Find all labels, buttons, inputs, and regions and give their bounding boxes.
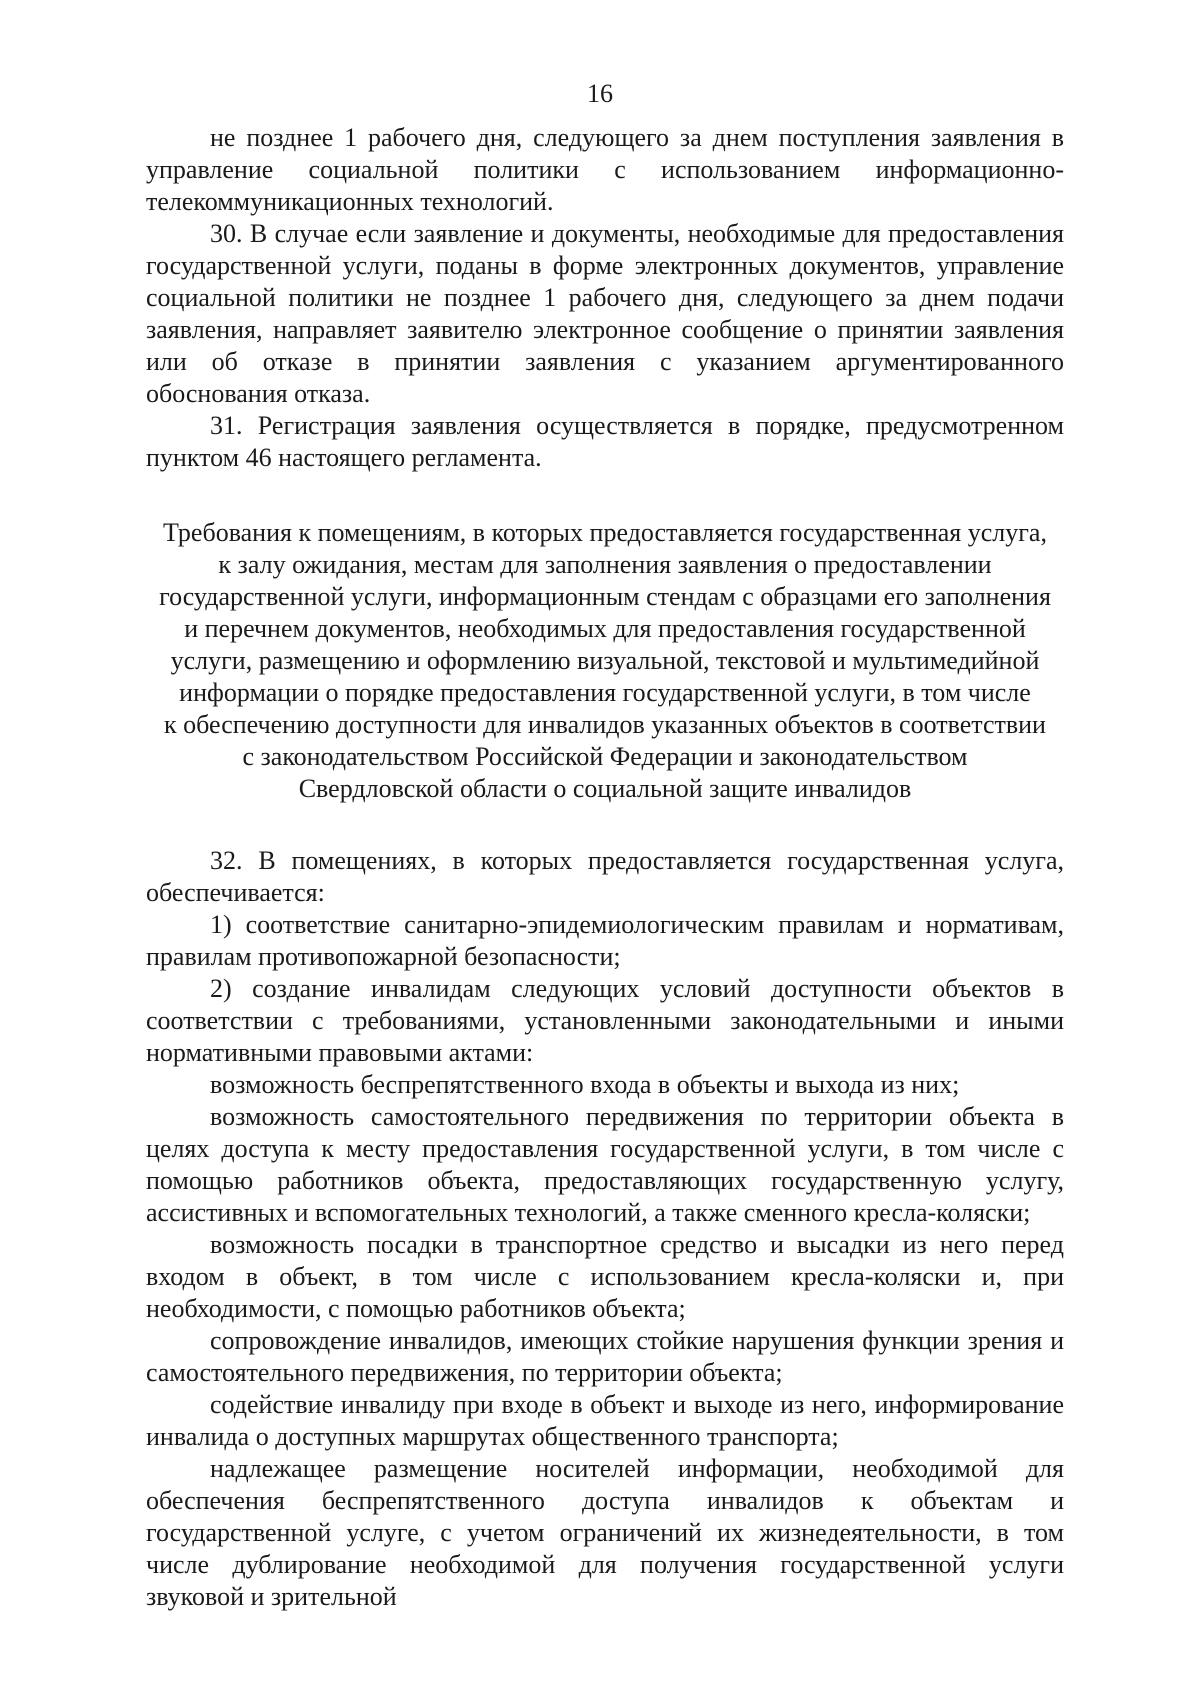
heading-line: с законодательством Российской Федерации и законодательством — [242, 742, 968, 771]
heading-line: Требования к помещениям, в которых предоставляется государственная услуга, — [163, 518, 1047, 547]
condition-movement: возможность самостоятельного передвижения по территории объекта в целях доступа к месту предоставления государственной услуги, в том числе с помощью работников объекта, предоставляющих государственную услугу, ассистивных и вспомогательных технологий, а также сменного кресла-коляски; — [146, 1102, 1064, 1227]
section-2-text — [146, 845, 1064, 1613]
list-item-1: 1) соответствие санитарно-эпидемиологическим правилам и нормативам, правилам противопожарной безопасности; — [146, 910, 1064, 971]
heading-line: к обеспечению доступности для инвалидов указанных объектов в соответствии — [164, 710, 1046, 739]
section-1-text — [146, 122, 1064, 474]
heading-line: услуги, размещению и оформлению визуальной, текстовой и мультимедийной — [170, 646, 1040, 675]
heading-line: Свердловской области о социальной защите инвалидов — [298, 774, 912, 803]
condition-escort: сопровождение инвалидов, имеющих стойкие нарушения функции зрения и самостоятельного передвижения, по территории объекта; — [146, 1326, 1064, 1387]
heading-line: к залу ожидания, местам для заполнения заявления о предоставлении — [218, 550, 992, 579]
heading-line: государственной услуги, информационным стендам с образцами его заполнения — [159, 582, 1051, 611]
paragraph-continuation: не позднее 1 рабочего дня, следующего за днем поступления заявления в управление социальной политики с использованием информационно-телекоммуникационных технологий. — [146, 123, 1064, 216]
condition-entry: возможность беспрепятственного входа в объекты и выхода из них; — [210, 1070, 960, 1099]
condition-assistance: содействие инвалиду при входе в объект и выходе из него, информирование инвалида о доступных маршрутах общественного транспорта; — [146, 1390, 1064, 1451]
page-number: 16 — [587, 79, 613, 108]
section-heading — [146, 517, 1064, 805]
condition-transport: возможность посадки в транспортное средство и высадки из него перед входом в объект, в том числе с использованием кресла-коляски и, при необходимости, с помощью работников объекта; — [146, 1230, 1064, 1323]
condition-information: надлежащее размещение носителей информации, необходимой для обеспечения беспрепятственного доступа инвалидов к объектам и государственной услуге, с учетом ограничений их жизнедеятельности, в том числе дублирование необходимой для получения государственной услуги звуковой и зрительной — [146, 1454, 1064, 1611]
heading-line: информации о порядке предоставления государственной услуги, в том числе — [179, 678, 1031, 707]
paragraph-31: 31. Регистрация заявления осуществляется в порядке, предусмотренном пунктом 46 настоящего регламента. — [146, 411, 1064, 472]
paragraph-30: 30. В случае если заявление и документы, необходимые для предоставления государственной услуги, поданы в форме электронных документов, управление социальной политики не позднее 1 рабочего дня, следующего за днем подачи заявления, направляет заявителю электронное сообщение о принятии заявления или об отказе в принятии заявления с указанием аргументированного обоснования отказа. — [146, 219, 1064, 408]
heading-line: и перечнем документов, необходимых для предоставления государственной — [184, 614, 1026, 643]
paragraph-32: 32. В помещениях, в которых предоставляется государственная услуга, обеспечивается: — [146, 846, 1064, 907]
list-item-2: 2) создание инвалидам следующих условий доступности объектов в соответствии с требованиями, установленными законодательными и иными нормативными правовыми актами: — [146, 974, 1064, 1067]
